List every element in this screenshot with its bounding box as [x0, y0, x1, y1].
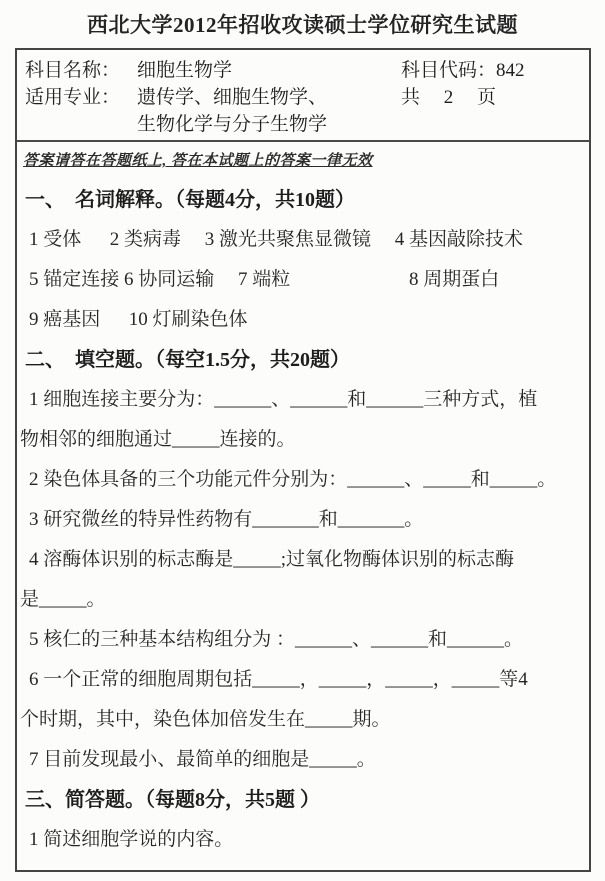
- notice-row: [17, 142, 589, 178]
- short-answer-q1: 1 简述细胞学说的内容。: [29, 829, 234, 850]
- fill-blank-q4-line1: 4 溶酶体识别的标志酶是_____;过氧化物酶体识别的标志酶: [29, 549, 515, 570]
- fill-blank-q3: 3 研究微丝的特异性药物有_______和_______。: [29, 509, 424, 530]
- section-heading-terms: 一、 名词解释。（每题4分，共10题）: [25, 189, 355, 211]
- subject-code-label: 科目代码：: [401, 60, 497, 81]
- fill-blank-q7: 7 目前发现最小、最简单的细胞是_____。: [29, 749, 376, 770]
- fill-blank-q1-line2: 物相邻的细胞通过_____连接的。: [20, 429, 296, 450]
- fill-blank-q4-line2: 是_____。: [20, 589, 106, 610]
- majors-row: [25, 84, 583, 111]
- page-count-spacer: [399, 111, 583, 138]
- answer-sheet-notice: 答案请答在答题纸上, 答在本试题上的答案一律无效: [23, 153, 373, 169]
- subject-code: [399, 57, 583, 84]
- terms-row-1: 1 受体 2 类病毒 3 激光共聚焦显微镜 4 基因敲除技术: [29, 229, 524, 250]
- fill-blank-q6-line2: 个时期，其中，染色体加倍发生在_____期。: [20, 709, 391, 730]
- terms-row-3: 9 癌基因 10 灯刷染色体: [29, 309, 248, 330]
- terms-row-2: 5 锚定连接 6 协同运输 7 端粒 8 周期蛋白: [29, 269, 500, 290]
- majors-row-continuation: [25, 111, 583, 138]
- exam-header-block: [17, 50, 589, 142]
- subject-name-row: [25, 57, 583, 84]
- page-title: 西北大学2012年招收攻读硕士学位研究生试题: [87, 13, 518, 37]
- fill-blank-q2: 2 染色体具备的三个功能元件分别为：______、_____和_____。: [29, 469, 557, 490]
- subject-code-value: 842: [496, 60, 525, 81]
- exam-sheet-frame: [15, 48, 591, 872]
- section-heading-short-answer: 三、简答题。（每题8分，共5题 ）: [25, 789, 320, 811]
- fill-blank-q1-line1: 1 细胞连接主要分为：______、______和______三种方式，植: [29, 389, 538, 410]
- majors-value-line2: 生物化学与分子生物学: [137, 114, 328, 135]
- majors-label: 适用专业：: [25, 87, 121, 108]
- subject-name-label: 科目名称：: [25, 60, 121, 81]
- section-heading-fill-blanks: 二、 填空题。（每空1.5分，共20题）: [25, 349, 350, 371]
- fill-blank-q5: 5 核仁的三种基本结构组分为 ：______、______和______。: [29, 629, 524, 650]
- fill-blank-q6-line1: 6 一个正常的细胞周期包括_____，_____，_____，_____等4: [29, 669, 528, 690]
- exam-body: [17, 178, 589, 860]
- subject-name-value: 细胞生物学: [137, 60, 233, 81]
- majors-value-line1: 遗传学、细胞生物学、: [137, 87, 328, 108]
- page-count: 共 2 页: [401, 87, 497, 108]
- majors-label-spacer: [25, 111, 137, 138]
